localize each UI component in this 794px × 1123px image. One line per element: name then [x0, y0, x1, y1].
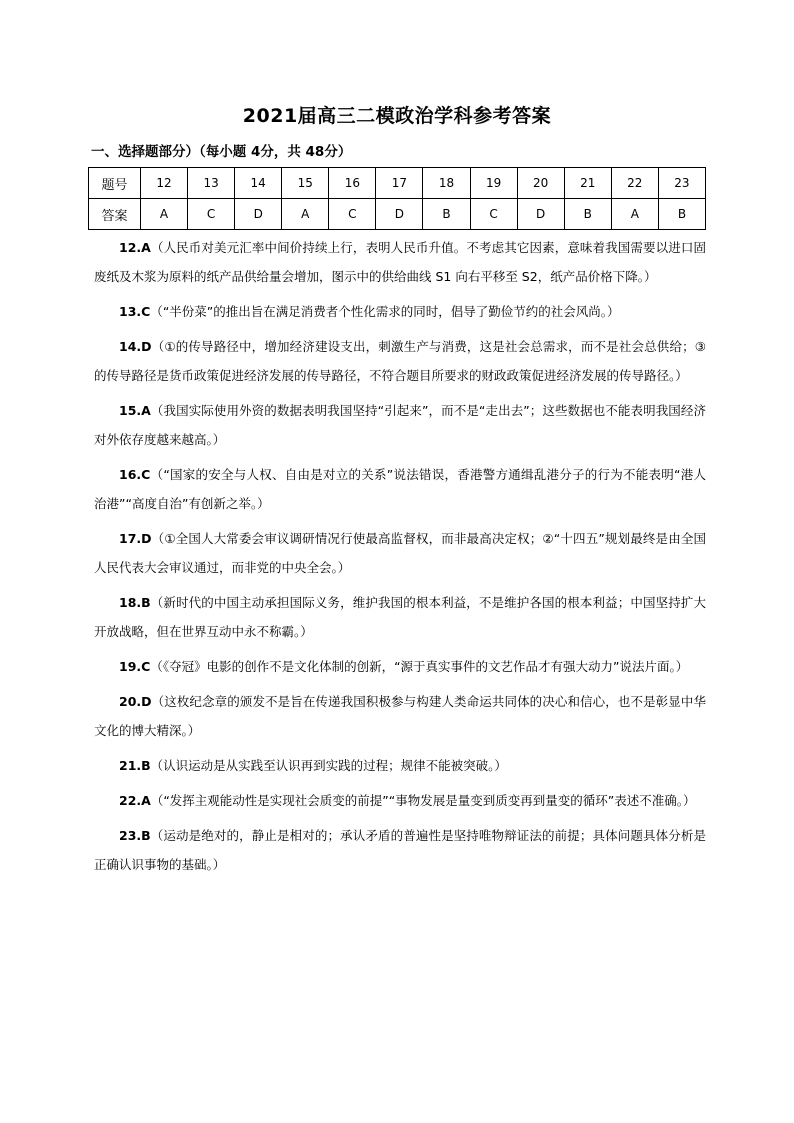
question-number: 12 [141, 168, 188, 199]
explanation-text: （运动是绝对的，静止是相对的；承认矛盾的普遍性是坚持唯物辩证法的前提；具体问题具体分析是正确认识事物的基础。） [94, 828, 706, 872]
answer-table [88, 167, 706, 230]
explanation-item-20 [94, 687, 706, 745]
explanation-item-19 [94, 652, 706, 681]
explanation-number: 20.D [119, 694, 152, 709]
explanation-text: （①全国人大常委会审议调研情况行使最高监督权，而非最高决定权；②“十四五”规划最终是由全国人民代表大会审议通过，而非党的中央全会。） [94, 531, 706, 575]
explanation-number: 12.A [119, 240, 151, 255]
explanation-number: 16.C [119, 467, 151, 482]
explanation-text: （《夺冠》电影的创作不是文化体制的创新，“源于真实事件的文艺作品才有强大动力”说法片面。） [150, 659, 689, 674]
explanation-number: 22.A [119, 793, 151, 808]
explanation-item-15 [94, 396, 706, 454]
explanation-number: 15.A [119, 403, 151, 418]
question-number: 21 [564, 168, 611, 199]
explanation-number: 14.D [119, 339, 152, 354]
question-number: 23 [658, 168, 705, 199]
explanation-item-18 [94, 588, 706, 646]
section-heading: 一、选择题部分）（每小题 4分，共 48分） [91, 144, 352, 160]
question-number: 14 [235, 168, 282, 199]
answer-cell: D [376, 199, 423, 230]
question-number: 17 [376, 168, 423, 199]
explanation-text: （“半份菜”的推出旨在满足消费者个性化需求的同时，倡导了勤俭节约的社会风尚。） [150, 304, 620, 319]
explanation-text: （这枚纪念章的颁发不是旨在传递我国积极参与构建人类命运共同体的决心和信心，也不是彰显中华文化的博大精深。） [94, 694, 706, 738]
question-number: 15 [282, 168, 329, 199]
answer-cell: B [658, 199, 705, 230]
explanation-item-23 [94, 821, 706, 879]
answer-cell: A [611, 199, 658, 230]
explanation-number: 19.C [119, 659, 151, 674]
question-number: 16 [329, 168, 376, 199]
explanation-number: 18.B [119, 595, 151, 610]
explanation-item-12 [94, 233, 706, 291]
answer-cell: A [282, 199, 329, 230]
question-number: 13 [188, 168, 235, 199]
page-title: 2021届高三二模政治学科参考答案 [242, 105, 552, 127]
row-label-number: 题号 [89, 168, 141, 199]
answer-row [89, 199, 706, 230]
explanation-number: 13.C [119, 304, 151, 319]
answer-cell: B [423, 199, 470, 230]
answer-cell: C [329, 199, 376, 230]
explanation-item-22 [94, 786, 706, 815]
answer-cell: A [141, 199, 188, 230]
explanation-text: （“国家的安全与人权、自由是对立的关系”说法错误，香港警方通缉乱港分子的行为不能表明“港人治港”“高度自治”有创新之举。） [94, 467, 706, 511]
explanation-text: （“发挥主观能动性是实现社会质变的前提”“事物发展是量变到质变再到量变的循环”表述不准确。） [150, 793, 696, 808]
answer-cell: D [235, 199, 282, 230]
explanation-item-21 [94, 751, 706, 780]
explanation-list [94, 233, 706, 885]
explanation-number: 17.D [119, 531, 152, 546]
question-number-row [89, 168, 706, 199]
answer-cell: D [517, 199, 564, 230]
explanation-item-16 [94, 460, 706, 518]
question-number: 20 [517, 168, 564, 199]
explanation-text: （人民币对美元汇率中间价持续上行，表明人民币升值。不考虑其它因素，意味着我国需要以进口固废纸及木浆为原料的纸产品供给量会增加，图示中的供给曲线 S1 向右平移至 S2，纸产品价格下降。） [94, 240, 706, 284]
explanation-number: 21.B [119, 758, 151, 773]
answer-cell: B [564, 199, 611, 230]
question-number: 19 [470, 168, 517, 199]
explanation-item-14 [94, 332, 706, 390]
explanation-text: （我国实际使用外资的数据表明我国坚持“引起来”，而不是“走出去”；这些数据也不能表明我国经济对外依存度越来越高。） [94, 403, 706, 447]
question-number: 18 [423, 168, 470, 199]
answer-cell: C [188, 199, 235, 230]
explanation-number: 23.B [119, 828, 151, 843]
answer-cell: C [470, 199, 517, 230]
explanation-text: （认识运动是从实践至认识再到实践的过程；规律不能被突破。） [150, 758, 507, 773]
question-number: 22 [611, 168, 658, 199]
row-label-answer: 答案 [89, 199, 141, 230]
explanation-text: （新时代的中国主动承担国际义务，维护我国的根本利益，不是维护各国的根本利益；中国坚持扩大开放战略，但在世界互动中永不称霸。） [94, 595, 706, 639]
explanation-item-17 [94, 524, 706, 582]
explanation-item-13 [94, 297, 706, 326]
explanation-text: （①的传导路径中，增加经济建设支出，刺激生产与消费，这是社会总需求，而不是社会总供给；③的传导路径是货币政策促进经济发展的传导路径，不符合题目所要求的财政政策促进经济发展的传导路径。） [94, 339, 706, 383]
